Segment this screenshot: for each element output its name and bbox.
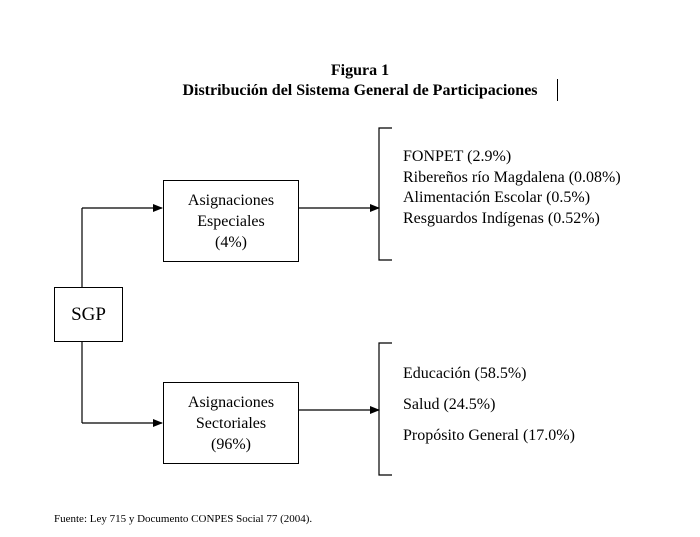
sectoriales-list-item: Educación (58.5%) bbox=[403, 365, 527, 382]
bracket-especiales bbox=[379, 128, 392, 260]
figure-subtitle: Distribución del Sistema General de Participaciones bbox=[182, 82, 538, 99]
sectoriales-list-item: Salud (24.5%) bbox=[403, 396, 496, 413]
especiales-list-item: Alimentación Escolar (0.5%) bbox=[403, 189, 591, 206]
especiales-list-item: Ribereños río Magdalena (0.08%) bbox=[403, 169, 621, 186]
sectoriales-line1: Asignaciones bbox=[187, 393, 275, 411]
asignaciones-especiales-node bbox=[163, 180, 299, 262]
sectoriales-line3: (96%) bbox=[211, 435, 251, 453]
especiales-line3: (4%) bbox=[215, 233, 247, 251]
especiales-line2: Especiales bbox=[197, 212, 265, 230]
bracket-sectoriales bbox=[379, 343, 392, 475]
asignaciones-sectoriales-node bbox=[163, 382, 299, 464]
sectoriales-line2: Sectoriales bbox=[195, 414, 267, 432]
especiales-list-item: Resguardos Indígenas (0.52%) bbox=[403, 210, 600, 227]
especiales-line1: Asignaciones bbox=[187, 191, 275, 209]
sectoriales-list-item: Propósito General (17.0%) bbox=[403, 427, 575, 444]
source-note: Fuente: Ley 715 y Documento CONPES Social 77 (2004). bbox=[54, 513, 313, 525]
especiales-list-item: FONPET (2.9%) bbox=[403, 148, 512, 165]
sgp-node bbox=[54, 287, 123, 342]
figure-title: Figura 1 bbox=[330, 62, 390, 79]
sgp-label: SGP bbox=[71, 304, 106, 325]
